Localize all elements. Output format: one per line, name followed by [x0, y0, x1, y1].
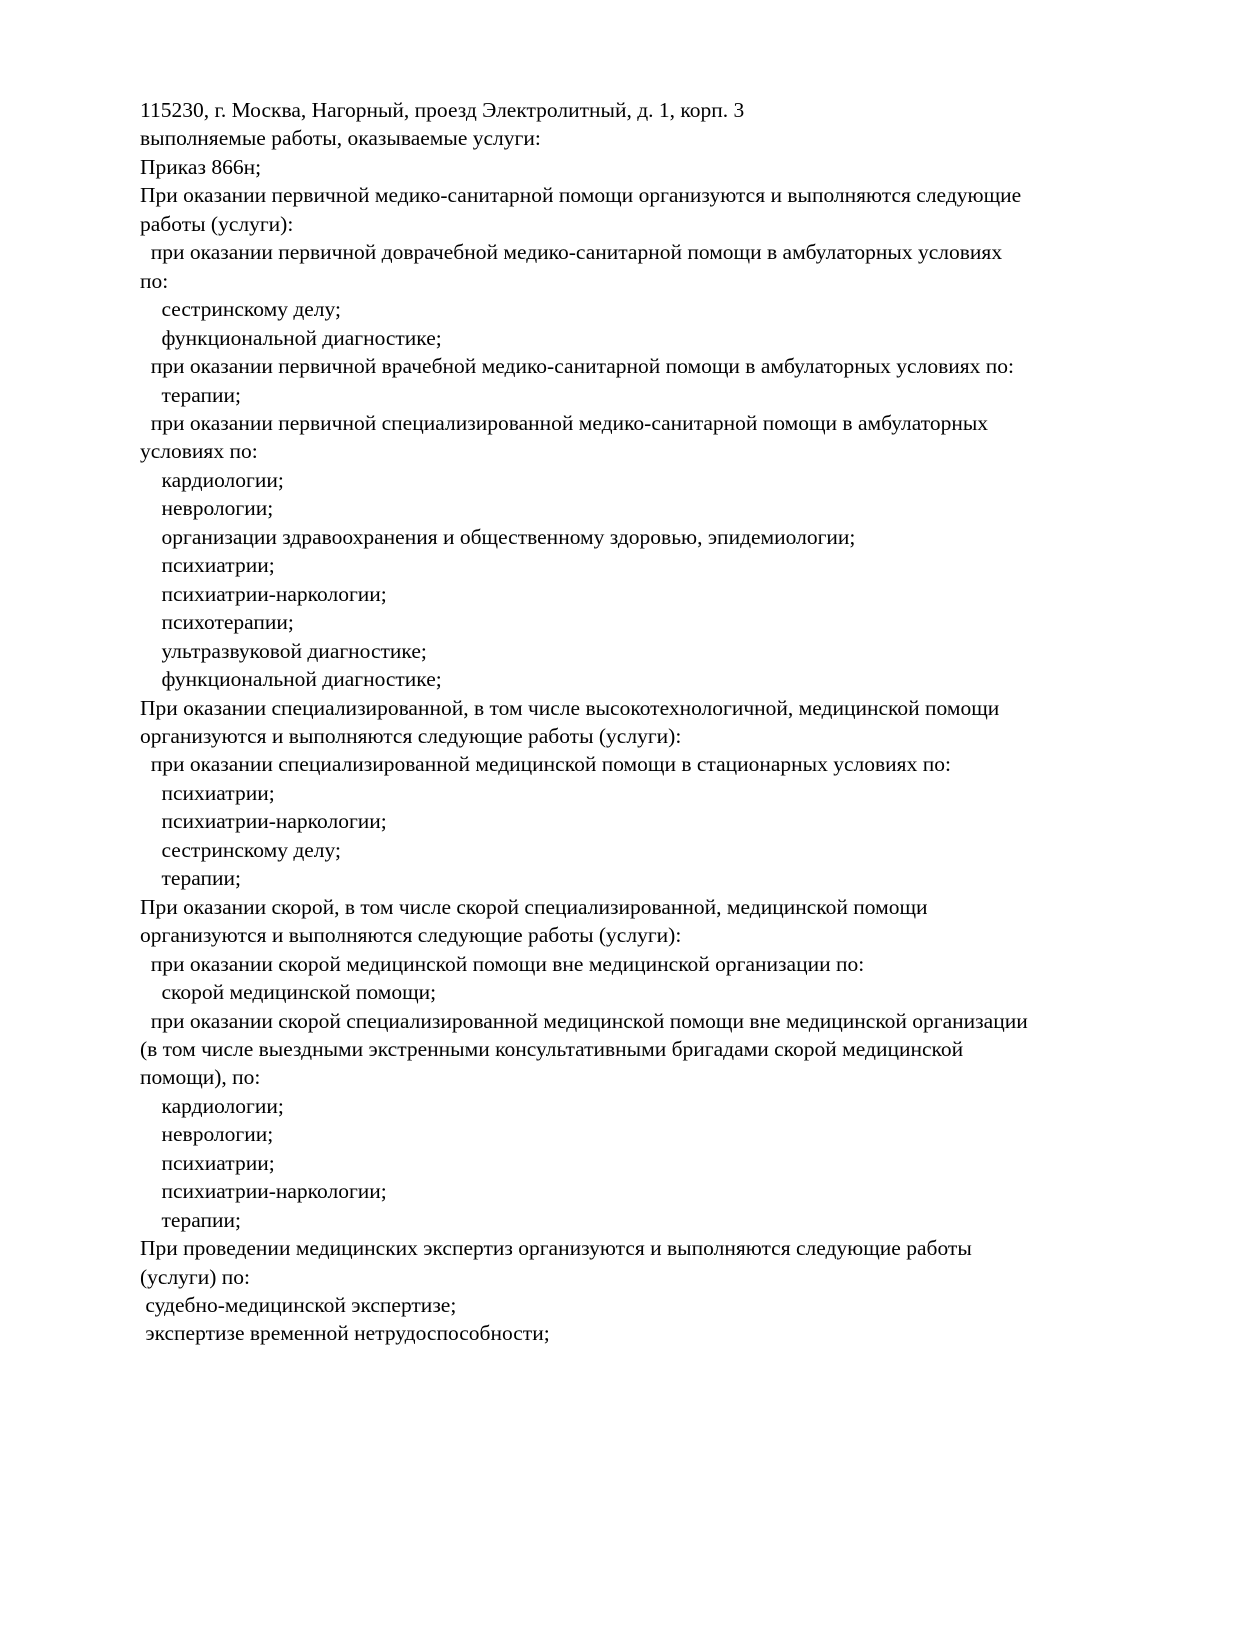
text-line: При проведении медицинских экспертиз организуются и выполняются следующие работы: [140, 1236, 972, 1261]
text-line: организуются и выполняются следующие работы (услуги):: [140, 923, 682, 948]
text-line: При оказании первичной медико-санитарной помощи организуются и выполняются следующие: [140, 183, 1022, 208]
text-line: организуются и выполняются следующие работы (услуги):: [140, 723, 682, 748]
text-line: психиатрии-наркологии;: [140, 1179, 387, 1204]
text-line: 115230, г. Москва, Нагорный, проезд Электролитный, д. 1, корп. 3: [140, 98, 745, 122]
text-line: терапии;: [140, 1207, 241, 1232]
text-line: выполняемые работы, оказываемые услуги:: [140, 126, 541, 151]
text-line: функциональной диагностике;: [140, 667, 442, 692]
text-line: при оказании скорой медицинской помощи вне медицинской организации по:: [140, 951, 865, 976]
text-line: при оказании первичной доврачебной медико-санитарной помощи в амбулаторных условиях: [140, 240, 1003, 265]
text-line: психиатрии;: [140, 1150, 275, 1175]
text-line: психиатрии;: [140, 780, 275, 805]
text-line: работы (услуги):: [140, 211, 294, 236]
text-line: функциональной диагностике;: [140, 325, 442, 350]
text-line: кардиологии;: [140, 467, 284, 492]
text-line: (услуги) по:: [140, 1264, 251, 1289]
text-line: организации здравоохранения и общественному здоровью, эпидемиологии;: [140, 524, 856, 549]
text-line: ультразвуковой диагностике;: [140, 638, 427, 663]
text-line: условиях по:: [140, 439, 258, 464]
text-line: сестринскому делу;: [140, 297, 341, 322]
text-line: неврологии;: [140, 496, 274, 521]
license-works-text: [140, 96, 1160, 1348]
text-line: сестринскому делу;: [140, 837, 341, 862]
text-line: кардиологии;: [140, 1093, 284, 1118]
text-line: скорой медицинской помощи;: [140, 980, 437, 1005]
text-line: При оказании специализированной, в том числе высокотехнологичной, медицинской помощи: [140, 695, 1000, 720]
text-line: терапии;: [140, 866, 241, 891]
text-line: при оказании первичной врачебной медико-санитарной помощи в амбулаторных условиях по:: [140, 354, 1014, 379]
text-line: неврологии;: [140, 1122, 274, 1147]
text-line: судебно-медицинской экспертизе;: [140, 1293, 457, 1318]
text-line: При оказании скорой, в том числе скорой специализированной, медицинской помощи: [140, 894, 928, 919]
text-line: психотерапии;: [140, 610, 294, 635]
text-line: при оказании скорой специализированной медицинской помощи вне медицинской организации: [140, 1008, 1028, 1033]
text-line: экспертизе временной нетрудоспособности;: [140, 1321, 550, 1346]
text-line: (в том числе выездными экстренными консультативными бригадами скорой медицинской: [140, 1036, 964, 1061]
text-line: при оказании специализированной медицинской помощи в стационарных условиях по:: [140, 752, 951, 777]
text-line: психиатрии-наркологии;: [140, 809, 387, 834]
text-line: терапии;: [140, 382, 241, 407]
text-line: по:: [140, 268, 169, 293]
text-line: психиатрии-наркологии;: [140, 581, 387, 606]
text-line: помощи), по:: [140, 1065, 261, 1090]
text-line: Приказ 866н;: [140, 154, 262, 179]
text-line: психиатрии;: [140, 553, 275, 578]
text-line: при оказании первичной специализированной медико-санитарной помощи в амбулаторных: [140, 410, 989, 435]
